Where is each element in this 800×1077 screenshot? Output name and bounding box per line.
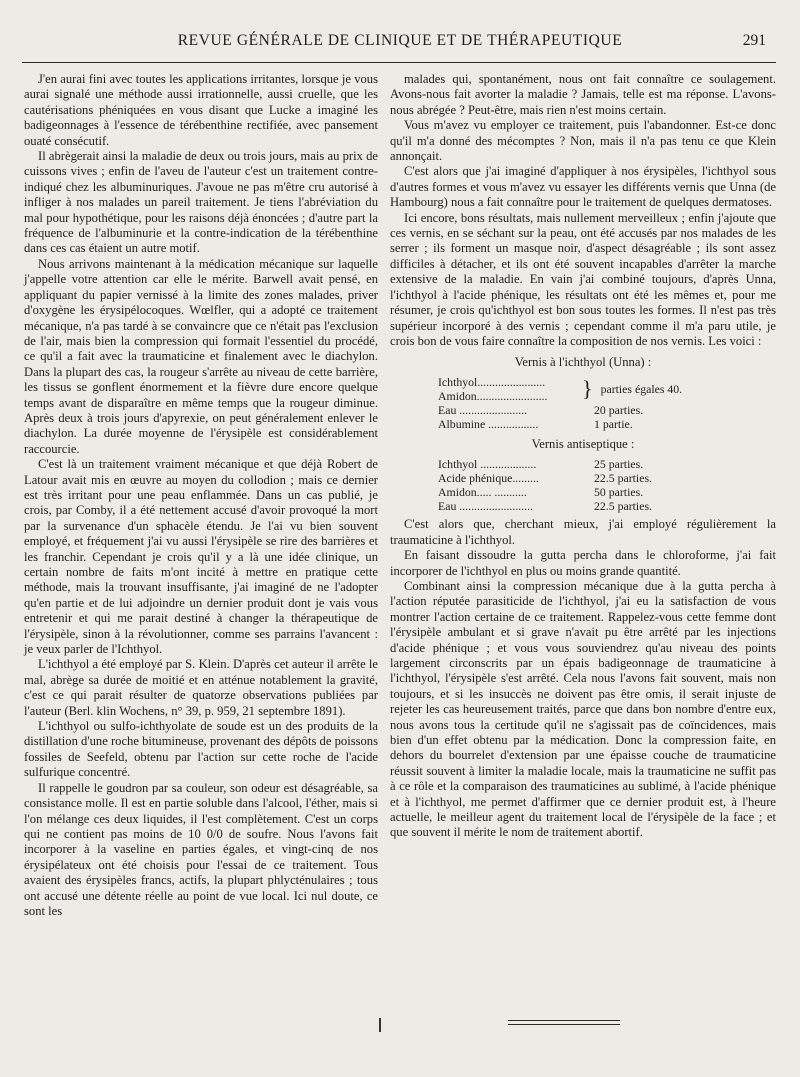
quantity: 25 parties. bbox=[594, 457, 644, 472]
paragraph: En faisant dissoudre la gutta percha dans le chloroforme, j'ai fait incorporer de l'ichthyol en plus ou moins grande quantité. bbox=[390, 548, 776, 578]
paragraph: C'est alors que j'ai imaginé d'appliquer à nos érysipèles, l'ichthyol sous d'autres formes et vous m'avez vu essayer les différents vernis que Unna (de Hambourg) nous a fait connaître pour le traitement de quelques dermatoses. bbox=[390, 164, 776, 210]
paragraph: C'est alors que, cherchant mieux, j'ai employé régulièrement la traumaticine à l'ichthyol. bbox=[390, 517, 776, 547]
ingredient: Albumine ................. bbox=[438, 417, 539, 432]
formula-row bbox=[438, 403, 776, 417]
ingredient: Ichthyol....................... bbox=[438, 375, 546, 390]
quantity: 1 partie. bbox=[594, 417, 633, 432]
quantity: parties égales 40. bbox=[600, 382, 683, 397]
formula-title: Vernis à l'ichthyol (Unna) : bbox=[514, 355, 652, 370]
paragraph: Il abrègerait ainsi la maladie de deux ou trois jours, mais au prix de cuissons vives ; enfin de l'aveu de l'auteur c'est un traitement contre-indiqué chez les albuminuriques. J'avoue ne pas m'être cru autorisé à infliger à nos malades un pareil traitement. Je tiens l'abréviation du mal pour hypothétique, pour les raisons déjà énoncées ; d'autre part la fréquence de l'albuminurie et la contre-indication de la térébenthine dans ces cas étaient un autre motif. bbox=[24, 149, 378, 256]
left-column bbox=[24, 72, 378, 919]
quantity: 22.5 parties. bbox=[594, 499, 652, 514]
quantity: 22.5 parties. bbox=[594, 471, 652, 486]
paragraph: Vous m'avez vu employer ce traitement, puis l'abandonner. Est-ce donc qu'il m'a donné des mécomptes ? Non, mais il n'a pas tenu ce que Klein annonçait. bbox=[390, 118, 776, 164]
paragraph: Nous arrivons maintenant à la médication mécanique sur laquelle j'appelle votre attention car elle le mérite. Barwell avait pensé, en appliquant du papier vernissé à la limite des zones malades, priver d'oxygène les érysipélocoques. Wœlfler, qui a adopté ce traitement mécanique, n'a pas tardé à se convaincre que ce n'était pas l'exclusion de l'air, mais bien la compression qui formait l'essentiel du procédé, ce qu'il a fait avec la traumaticine et finalement avec le diachylon. Dans la plupart des cas, la rougeur s'arrête au niveau de cette barrière, les tissus se gonflent énormement et la fièvre dure encore quelque temps avant de disparaître en même temps que la rougeur diminue. Après deux à trois jours d'apyrexie, on peut généralement enlever le diachylon. La durée moyenne de l'érysipèle est considérablement raccourcie. bbox=[24, 256, 378, 456]
gutter-mark bbox=[379, 1018, 381, 1032]
formula-row bbox=[438, 499, 776, 513]
formula-row bbox=[438, 457, 776, 471]
paragraph: malades qui, spontanément, nous ont fait connaître ce soulagement. Avons-nous fait avorter la maladie ? Jamais, telle est ma réponse. L'avons-nous abrégée ? Peut-être, mais rien n'est moins certain. bbox=[390, 72, 776, 117]
formula-title: Vernis antiseptique : bbox=[531, 437, 635, 452]
header-rule bbox=[22, 62, 776, 63]
paragraph: Il rappelle le goudron par sa couleur, son odeur est désagréable, sa consistance molle. Il est en partie soluble dans l'alcool, l'éther, mais si l'on mélange ces deux liquides, il l'est complètement. C'est un corps qui ne contient pas moins de 10 0/0 de soufre. Nous l'avons fait incorporer à la vaseline en parties égales, et vingt-cinq de nos érysipélateux ont été choisis pour l'essai de ce traitement. Tous avaient des érysipèles francs, actifs, la plupart phlycténulaires ; tous ont accusé une détente réelle au point de vue local. Ici nul doute, ce sont les bbox=[24, 780, 378, 918]
paragraph: L'ichthyol ou sulfo-ichthyolate de soude est un des produits de la distillation d'une roche bitumineuse, provenant des dépôts de poissons fossiles de Seefeld, obtenu par l'action sur cette roche de l'acide sulfurique concentré. bbox=[24, 719, 378, 780]
formula-row bbox=[438, 485, 776, 499]
right-column bbox=[390, 72, 776, 841]
quantity: 50 parties. bbox=[594, 485, 644, 500]
formula-grouped-row bbox=[438, 375, 776, 403]
ingredient: Ichthyol ................... bbox=[438, 457, 537, 472]
ingredient: Amidon........................ bbox=[438, 389, 548, 404]
paragraph: Ici encore, bons résultats, mais nullement merveilleux ; enfin j'ajoute que ces vernis, en se séchant sur la peau, ont été accusés par nos malades de les serrer ; ils forment un masque noir, d'aspect désagréable ; ils sont assez difficiles à détacher, et ils ont été souvent incapables d'arrêter la marche extensive de la maladie. En vain j'ai combiné toujours, d'après Unna, l'ichthyol à l'acide phénique, les résultats ont été les mêmes et, pour me résumer, je crois qu'ichthyol est bon sous toutes les formes. Il n'est pas très supérieur incorporé à des vernis ; cependant comme il m'a paru utile, je crois bon de vous faire connaître la composition de nos vernis. Les voici : bbox=[390, 210, 776, 348]
formula-row bbox=[438, 471, 776, 485]
grouped-ingredients bbox=[438, 375, 584, 403]
paragraph: L'ichthyol a été employé par S. Klein. D'après cet auteur il arrête le mal, abrège sa durée de moitié et en atténue notablement la gravité, c'est ce qui parait résulter de quatorze observations publiées par l'auteur (Berl. klin Wochens, n° 39, p. 959, 21 septembre 1891). bbox=[24, 657, 378, 718]
paragraph: J'en aurai fini avec toutes les applications irritantes, lorsque je vous aurai signalé une méthode aussi irrationnelle, aussi cruelle, que les cautérisations phéniquées en vous disant que Lucke a imaginé les badigeonnages à l'essence de térébenthine rectifiée, avec pansement ouaté consécutif. bbox=[24, 72, 378, 148]
formula-antiseptic bbox=[390, 437, 776, 513]
formula-unna bbox=[390, 355, 776, 431]
page-header bbox=[30, 28, 770, 56]
running-title: REVUE GÉNÉRALE DE CLINIQUE ET DE THÉRAPEUTIQUE bbox=[177, 32, 623, 49]
ingredient: Eau ......................... bbox=[438, 499, 534, 514]
ingredient: Acide phénique......... bbox=[438, 471, 539, 486]
quantity: 20 parties. bbox=[594, 403, 644, 418]
formula-row bbox=[438, 417, 776, 431]
page-number: 291 bbox=[742, 32, 766, 49]
paragraph: C'est là un traitement vraiment mécanique et que déjà Robert de Latour avait mis en œuvre au moyen du collodion ; mais ce dernier est très irritant pour une peau enflammée. Dans un cas publié, je crois, par Comby, il a été nettement accusé d'avoir provoqué la mort par la survenance d'un sphacèle étendu. Je l'ai vu bien souvent employé, et fréquement j'ai vu aussi l'érysipèle se rire des barrières et les franchir. Cependant je crois qu'il y a là une idée clinique, un certain nombre de faits m'ont incité à mettre en pratique cette méthode, mais la trouvant insuffisante, j'ai imaginé de ne l'adopter qu'en partie et de lui adjoindre un dernier produit dont je vais vous entretenir et qui me parait destiné à changer la thérapeutique de l'érysipèle, sinon à la révolutionner, comme ses parrains l'avancent : je veux parler de l'Ichthyol. bbox=[24, 457, 378, 657]
end-rule bbox=[508, 1020, 620, 1025]
ingredient: Amidon..... ........... bbox=[438, 485, 527, 500]
brace-glyph: } bbox=[582, 376, 593, 402]
ingredient: Eau ....................... bbox=[438, 403, 528, 418]
paragraph: Combinant ainsi la compression mécanique due à la gutta percha à l'action réputée parasiticide de l'ichthyol, j'ai eu la satisfaction de vous montrer l'action certaine de ce traitement. Rappelez-vous cette femme dont l'érysipèle ambulant et si grave n'avait pu être arrêté par les injections d'acide phénique ; et vous vous souviendrez qu'au niveau des points largement circonscrits par un épais badigeonnage de traumaticine à l'ichthyol, l'érysipèle s'est arrêté. Cela nous l'avons fait souvent, mais non toujours, et si les insuccès ne doivent pas être omis, il serait injuste de rejeter les cas heureusement traités, parce que dans bon nombre d'entre eux, nous avons tous la certitude qu'il ne s'agissait pas de coïncidences, mais bien d'un effet obtenu par la médication. Donc la compression faite, en dehors du bourrelet d'extension par une épaisse couche de traumaticine réussit souvent à limiter la maladie locale, mais la traumaticine ne suffit pas à ce rôle et la comparaison des traumaticines au sublimé, à l'acide phénique et à l'ichthyol, me permet d'affirmer que ce dernier produit est, à l'heure actuelle, le meilleur agent du traitement local de l'érysipèle de la face ; et que souvent il mérite le nom de traitement abortif. bbox=[390, 578, 776, 840]
